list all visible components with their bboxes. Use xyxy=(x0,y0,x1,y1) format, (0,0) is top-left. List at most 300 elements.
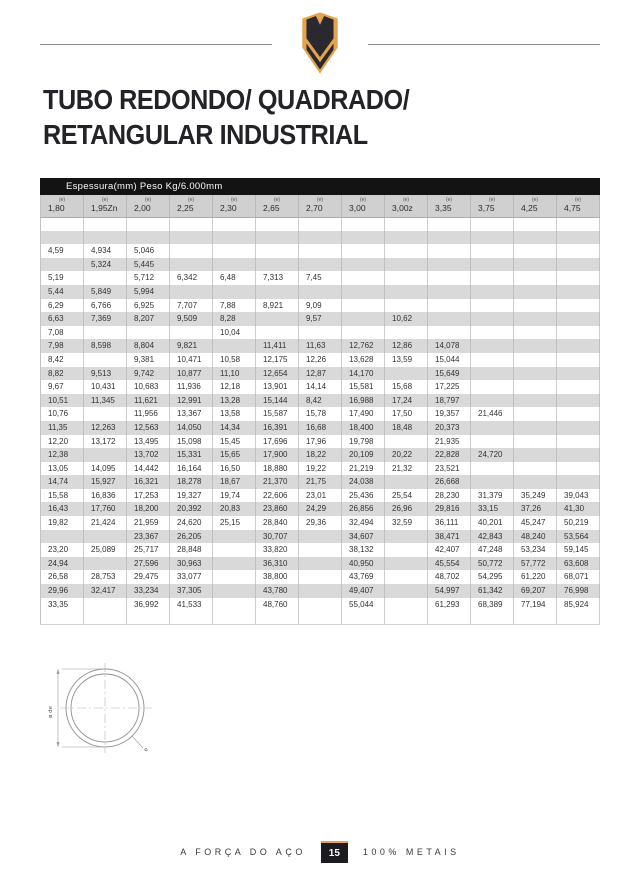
weight-cell xyxy=(428,244,471,258)
weight-cell xyxy=(213,244,256,258)
weight-cell: 24,038 xyxy=(342,475,385,489)
weight-cell: 24,94 xyxy=(41,557,84,571)
weight-cell xyxy=(385,299,428,313)
column-header xyxy=(385,195,428,217)
weight-cell: 7,313 xyxy=(256,271,299,285)
weight-cell: 26,856 xyxy=(342,502,385,516)
weight-cell: 19,22 xyxy=(299,462,342,476)
weight-cell: 53,234 xyxy=(514,543,557,557)
weight-cell xyxy=(471,299,514,313)
weight-cell: 12,263 xyxy=(84,421,127,435)
weight-cell: 36,992 xyxy=(127,598,170,612)
weight-cell: 22,606 xyxy=(256,489,299,503)
weight-cell: 23,367 xyxy=(127,530,170,544)
weight-cell: 54,295 xyxy=(471,570,514,584)
table-row xyxy=(41,516,600,530)
weight-cell: 15,65 xyxy=(213,448,256,462)
weight-cell xyxy=(342,271,385,285)
weight-cell xyxy=(213,557,256,571)
weight-cell: 13,59 xyxy=(385,353,428,367)
weight-cell: 8,42 xyxy=(299,394,342,408)
weight-cell: 11,63 xyxy=(299,339,342,353)
weight-cell xyxy=(213,258,256,272)
weight-cell: 49,407 xyxy=(342,584,385,598)
column-header-label: 4,75 xyxy=(564,203,581,213)
weight-cell xyxy=(385,475,428,489)
weight-cell: 14,74 xyxy=(41,475,84,489)
weight-cell: 43,769 xyxy=(342,570,385,584)
column-header xyxy=(471,195,514,217)
thickness-marker: (e) xyxy=(144,197,152,203)
weight-cell: 10,877 xyxy=(170,367,213,381)
weight-cell: 7,707 xyxy=(170,299,213,313)
weight-cell: 28,230 xyxy=(428,489,471,503)
weight-cell xyxy=(385,271,428,285)
weight-cell: 6,766 xyxy=(84,299,127,313)
weight-cell: 18,880 xyxy=(256,462,299,476)
table-row xyxy=(41,217,600,231)
weight-cell xyxy=(84,448,127,462)
header-rule-right xyxy=(368,44,600,45)
weight-cell xyxy=(256,312,299,326)
weight-cell xyxy=(299,530,342,544)
weight-cell: 76,998 xyxy=(557,584,600,598)
weight-cell xyxy=(385,598,428,612)
weight-cell: 5,994 xyxy=(127,285,170,299)
weight-cell xyxy=(299,570,342,584)
column-header-label: 1,80 xyxy=(48,203,65,213)
weight-cell xyxy=(213,598,256,612)
weight-cell: 37,305 xyxy=(170,584,213,598)
weight-cell: 14,078 xyxy=(428,339,471,353)
column-header xyxy=(213,195,256,217)
weight-cell xyxy=(514,367,557,381)
weights-table-section xyxy=(40,178,600,625)
weight-cell: 8,207 xyxy=(127,312,170,326)
page-title-line1: TUBO REDONDO/ QUADRADO/ xyxy=(43,84,410,115)
weight-cell xyxy=(471,380,514,394)
weight-cell: 12,20 xyxy=(41,435,84,449)
weight-cell: 69,207 xyxy=(514,584,557,598)
weight-cell xyxy=(170,611,213,625)
table-row xyxy=(41,475,600,489)
table-row xyxy=(41,326,600,340)
column-header-label: 3,00z xyxy=(392,203,413,213)
weight-cell: 20,109 xyxy=(342,448,385,462)
weight-cell: 23,01 xyxy=(299,489,342,503)
weight-cell: 11,411 xyxy=(256,339,299,353)
weight-cell xyxy=(557,285,600,299)
weight-cell: 15,581 xyxy=(342,380,385,394)
weight-cell xyxy=(170,258,213,272)
weight-cell xyxy=(213,611,256,625)
table-row xyxy=(41,244,600,258)
weight-cell xyxy=(256,244,299,258)
weight-cell xyxy=(213,584,256,598)
weight-cell: 11,956 xyxy=(127,407,170,421)
weight-cell: 18,278 xyxy=(170,475,213,489)
weight-cell xyxy=(385,557,428,571)
weight-cell xyxy=(557,299,600,313)
table-row xyxy=(41,584,600,598)
weight-cell: 40,201 xyxy=(471,516,514,530)
weight-cell: 85,924 xyxy=(557,598,600,612)
weight-cell: 13,702 xyxy=(127,448,170,462)
table-row xyxy=(41,258,600,272)
weight-cell xyxy=(514,299,557,313)
weight-cell: 25,436 xyxy=(342,489,385,503)
weight-cell: 5,445 xyxy=(127,258,170,272)
weight-cell: 33,820 xyxy=(256,543,299,557)
thickness-marker: (e) xyxy=(574,197,582,203)
weight-cell: 5,19 xyxy=(41,271,84,285)
column-header-label: 2,65 xyxy=(263,203,280,213)
weight-cell xyxy=(514,231,557,245)
weight-cell: 18,48 xyxy=(385,421,428,435)
weight-cell: 30,707 xyxy=(256,530,299,544)
weight-cell: 36,310 xyxy=(256,557,299,571)
weight-cell: 19,798 xyxy=(342,435,385,449)
weight-cell: 39,043 xyxy=(557,489,600,503)
weight-cell: 6,29 xyxy=(41,299,84,313)
weight-cell: 15,044 xyxy=(428,353,471,367)
weight-cell: 77,194 xyxy=(514,598,557,612)
weight-cell: 18,22 xyxy=(299,448,342,462)
weight-cell xyxy=(213,570,256,584)
table-row xyxy=(41,557,600,571)
weight-cell xyxy=(471,435,514,449)
column-header-label: 3,00 xyxy=(349,203,366,213)
weight-cell xyxy=(342,285,385,299)
table-row xyxy=(41,543,600,557)
weight-cell: 11,35 xyxy=(41,421,84,435)
weight-cell: 18,200 xyxy=(127,502,170,516)
weight-cell: 18,400 xyxy=(342,421,385,435)
thickness-leader-line xyxy=(132,736,143,748)
weight-cell: 17,50 xyxy=(385,407,428,421)
weight-cell: 14,170 xyxy=(342,367,385,381)
weight-cell xyxy=(213,530,256,544)
weight-cell: 14,14 xyxy=(299,380,342,394)
weight-cell: 45,554 xyxy=(428,557,471,571)
thickness-marker: (e) xyxy=(273,197,281,203)
weight-cell xyxy=(41,611,84,625)
weight-cell xyxy=(471,367,514,381)
weight-cell xyxy=(84,231,127,245)
weight-cell: 15,331 xyxy=(170,448,213,462)
weight-cell: 17,96 xyxy=(299,435,342,449)
weight-cell: 5,324 xyxy=(84,258,127,272)
table-row xyxy=(41,380,600,394)
weight-cell xyxy=(84,611,127,625)
table-row xyxy=(41,611,600,625)
weight-cell xyxy=(84,326,127,340)
weight-cell xyxy=(428,271,471,285)
weight-cell xyxy=(41,258,84,272)
weight-cell: 5,046 xyxy=(127,244,170,258)
weight-cell: 48,702 xyxy=(428,570,471,584)
weight-cell: 32,494 xyxy=(342,516,385,530)
weight-cell: 14,34 xyxy=(213,421,256,435)
weight-cell xyxy=(213,285,256,299)
footer-tagline-left: A FORÇA DO AÇO xyxy=(180,847,306,857)
table-row xyxy=(41,312,600,326)
weight-cell xyxy=(471,394,514,408)
weight-cell: 13,495 xyxy=(127,435,170,449)
weight-cell: 61,293 xyxy=(428,598,471,612)
weight-cell: 7,369 xyxy=(84,312,127,326)
weight-cell: 19,357 xyxy=(428,407,471,421)
weight-cell: 11,621 xyxy=(127,394,170,408)
weight-cell xyxy=(342,258,385,272)
weight-cell xyxy=(514,475,557,489)
weight-cell xyxy=(428,611,471,625)
weight-cell xyxy=(428,231,471,245)
thickness-marker: (e) xyxy=(316,197,324,203)
tube-cross-section-diagram xyxy=(30,650,180,768)
weight-cell: 13,628 xyxy=(342,353,385,367)
weight-cell xyxy=(127,326,170,340)
weight-cell: 38,800 xyxy=(256,570,299,584)
weight-cell: 12,991 xyxy=(170,394,213,408)
weight-cell: 10,04 xyxy=(213,326,256,340)
page-title-line2: RETANGULAR INDUSTRIAL xyxy=(43,119,368,150)
weight-cell: 26,668 xyxy=(428,475,471,489)
column-header xyxy=(514,195,557,217)
weight-cell: 7,45 xyxy=(299,271,342,285)
weight-cell: 25,717 xyxy=(127,543,170,557)
weight-cell: 33,234 xyxy=(127,584,170,598)
weight-cell xyxy=(299,611,342,625)
weight-cell: 17,760 xyxy=(84,502,127,516)
weight-cell: 38,471 xyxy=(428,530,471,544)
weight-cell xyxy=(127,231,170,245)
weight-cell: 21,32 xyxy=(385,462,428,476)
weight-cell: 22,828 xyxy=(428,448,471,462)
weight-cell: 59,145 xyxy=(557,543,600,557)
weight-cell: 21,370 xyxy=(256,475,299,489)
weight-cell xyxy=(514,326,557,340)
weight-cell xyxy=(428,326,471,340)
table-row xyxy=(41,421,600,435)
weight-cell: 6,342 xyxy=(170,271,213,285)
weight-cell xyxy=(471,326,514,340)
weight-cell xyxy=(385,570,428,584)
weight-cell: 32,417 xyxy=(84,584,127,598)
table-title: Espessura(mm) Peso Kg/6.000mm xyxy=(66,181,223,192)
thickness-marker: (e) xyxy=(402,197,410,203)
weight-cell xyxy=(514,217,557,231)
weight-cell xyxy=(557,367,600,381)
weight-cell xyxy=(471,421,514,435)
weight-cell: 16,321 xyxy=(127,475,170,489)
column-header xyxy=(256,195,299,217)
weight-cell: 38,132 xyxy=(342,543,385,557)
weight-cell xyxy=(385,435,428,449)
weight-cell: 43,780 xyxy=(256,584,299,598)
weight-cell: 63,608 xyxy=(557,557,600,571)
weight-cell: 19,327 xyxy=(170,489,213,503)
weight-cell: 8,42 xyxy=(41,353,84,367)
weight-cell: 13,58 xyxy=(213,407,256,421)
weight-cell: 5,712 xyxy=(127,271,170,285)
weight-cell xyxy=(299,326,342,340)
weight-cell: 21,424 xyxy=(84,516,127,530)
weight-cell xyxy=(170,231,213,245)
weight-cell xyxy=(84,530,127,544)
weight-cell: 48,760 xyxy=(256,598,299,612)
weight-cell: 13,05 xyxy=(41,462,84,476)
weight-cell: 12,762 xyxy=(342,339,385,353)
weight-cell: 15,144 xyxy=(256,394,299,408)
brand-logo-icon xyxy=(294,11,346,75)
table-row xyxy=(41,271,600,285)
weight-cell xyxy=(170,285,213,299)
weight-cell: 31,379 xyxy=(471,489,514,503)
weight-cell: 13,901 xyxy=(256,380,299,394)
weight-cell: 17,24 xyxy=(385,394,428,408)
weight-cell xyxy=(514,258,557,272)
weight-cell: 7,88 xyxy=(213,299,256,313)
weight-cell: 35,249 xyxy=(514,489,557,503)
weight-cell: 41,30 xyxy=(557,502,600,516)
weight-cell xyxy=(514,353,557,367)
weight-cell: 28,753 xyxy=(84,570,127,584)
weight-cell: 15,58 xyxy=(41,489,84,503)
weight-cell: 37,26 xyxy=(514,502,557,516)
weight-cell: 14,095 xyxy=(84,462,127,476)
weight-cell: 10,431 xyxy=(84,380,127,394)
table-row xyxy=(41,394,600,408)
weight-cell: 42,407 xyxy=(428,543,471,557)
weight-cell: 12,654 xyxy=(256,367,299,381)
weight-cell: 29,816 xyxy=(428,502,471,516)
weight-cell: 9,67 xyxy=(41,380,84,394)
weight-cell xyxy=(514,407,557,421)
table-row xyxy=(41,407,600,421)
weight-cell xyxy=(385,231,428,245)
weight-cell xyxy=(256,326,299,340)
weight-cell: 21,935 xyxy=(428,435,471,449)
weight-cell: 8,28 xyxy=(213,312,256,326)
weight-cell: 23,860 xyxy=(256,502,299,516)
column-header xyxy=(557,195,600,217)
weight-cell xyxy=(170,244,213,258)
weight-cell xyxy=(557,217,600,231)
weight-cell: 47,248 xyxy=(471,543,514,557)
weight-cell: 11,936 xyxy=(170,380,213,394)
thickness-marker: (e) xyxy=(531,197,539,203)
weight-cell: 50,772 xyxy=(471,557,514,571)
column-header xyxy=(41,195,84,217)
weight-cell xyxy=(84,557,127,571)
weight-cell: 13,28 xyxy=(213,394,256,408)
weight-cell: 23,20 xyxy=(41,543,84,557)
weight-cell: 9,509 xyxy=(170,312,213,326)
weight-cell: 53,564 xyxy=(557,530,600,544)
footer-tagline-right: 100% METAIS xyxy=(362,847,460,857)
diameter-dimension-label: ø de xyxy=(48,706,54,718)
weight-cell xyxy=(514,312,557,326)
weight-cell: 16,836 xyxy=(84,489,127,503)
weight-cell xyxy=(557,407,600,421)
weight-cell: 20,392 xyxy=(170,502,213,516)
table-row xyxy=(41,339,600,353)
weight-cell: 4,59 xyxy=(41,244,84,258)
weight-cell: 29,475 xyxy=(127,570,170,584)
weight-cell xyxy=(299,543,342,557)
weight-cell: 5,44 xyxy=(41,285,84,299)
weight-cell xyxy=(471,231,514,245)
weights-table xyxy=(40,195,600,625)
table-row xyxy=(41,462,600,476)
weight-cell xyxy=(299,598,342,612)
weight-cell: 12,87 xyxy=(299,367,342,381)
weight-cell: 29,36 xyxy=(299,516,342,530)
weight-cell xyxy=(127,217,170,231)
weight-cell: 45,247 xyxy=(514,516,557,530)
weight-cell xyxy=(256,258,299,272)
weight-cell xyxy=(557,421,600,435)
weight-cell xyxy=(299,244,342,258)
table-row xyxy=(41,530,600,544)
weight-cell: 68,071 xyxy=(557,570,600,584)
weight-cell xyxy=(557,435,600,449)
weight-cell: 6,925 xyxy=(127,299,170,313)
weight-cell xyxy=(428,217,471,231)
weight-cell: 57,772 xyxy=(514,557,557,571)
thickness-marker: (e) xyxy=(488,197,496,203)
weight-cell xyxy=(299,217,342,231)
weight-cell: 6,48 xyxy=(213,271,256,285)
weight-cell xyxy=(299,584,342,598)
weight-cell xyxy=(170,217,213,231)
weight-cell xyxy=(471,475,514,489)
table-row xyxy=(41,448,600,462)
table-row xyxy=(41,299,600,313)
weight-cell: 10,471 xyxy=(170,353,213,367)
page-footer xyxy=(0,841,640,863)
weight-cell xyxy=(471,339,514,353)
weight-cell xyxy=(84,598,127,612)
weight-cell xyxy=(471,611,514,625)
weight-cell xyxy=(213,231,256,245)
weight-cell: 32,59 xyxy=(385,516,428,530)
weight-cell xyxy=(342,611,385,625)
weight-cell xyxy=(557,244,600,258)
weight-cell: 24,620 xyxy=(170,516,213,530)
weight-cell xyxy=(299,231,342,245)
weight-cell xyxy=(385,285,428,299)
weight-cell xyxy=(41,530,84,544)
weight-cell: 18,797 xyxy=(428,394,471,408)
weight-cell xyxy=(471,244,514,258)
weight-cell xyxy=(385,217,428,231)
column-header-label: 3,35 xyxy=(435,203,452,213)
table-row xyxy=(41,435,600,449)
table-row xyxy=(41,285,600,299)
weight-cell xyxy=(213,339,256,353)
header-rule-left xyxy=(40,44,272,45)
weight-cell: 12,563 xyxy=(127,421,170,435)
weight-cell: 55,044 xyxy=(342,598,385,612)
weight-cell: 16,391 xyxy=(256,421,299,435)
weight-cell xyxy=(342,326,385,340)
column-header-label: 2,30 xyxy=(220,203,237,213)
weight-cell xyxy=(514,462,557,476)
weight-cell xyxy=(514,611,557,625)
weight-cell xyxy=(514,394,557,408)
